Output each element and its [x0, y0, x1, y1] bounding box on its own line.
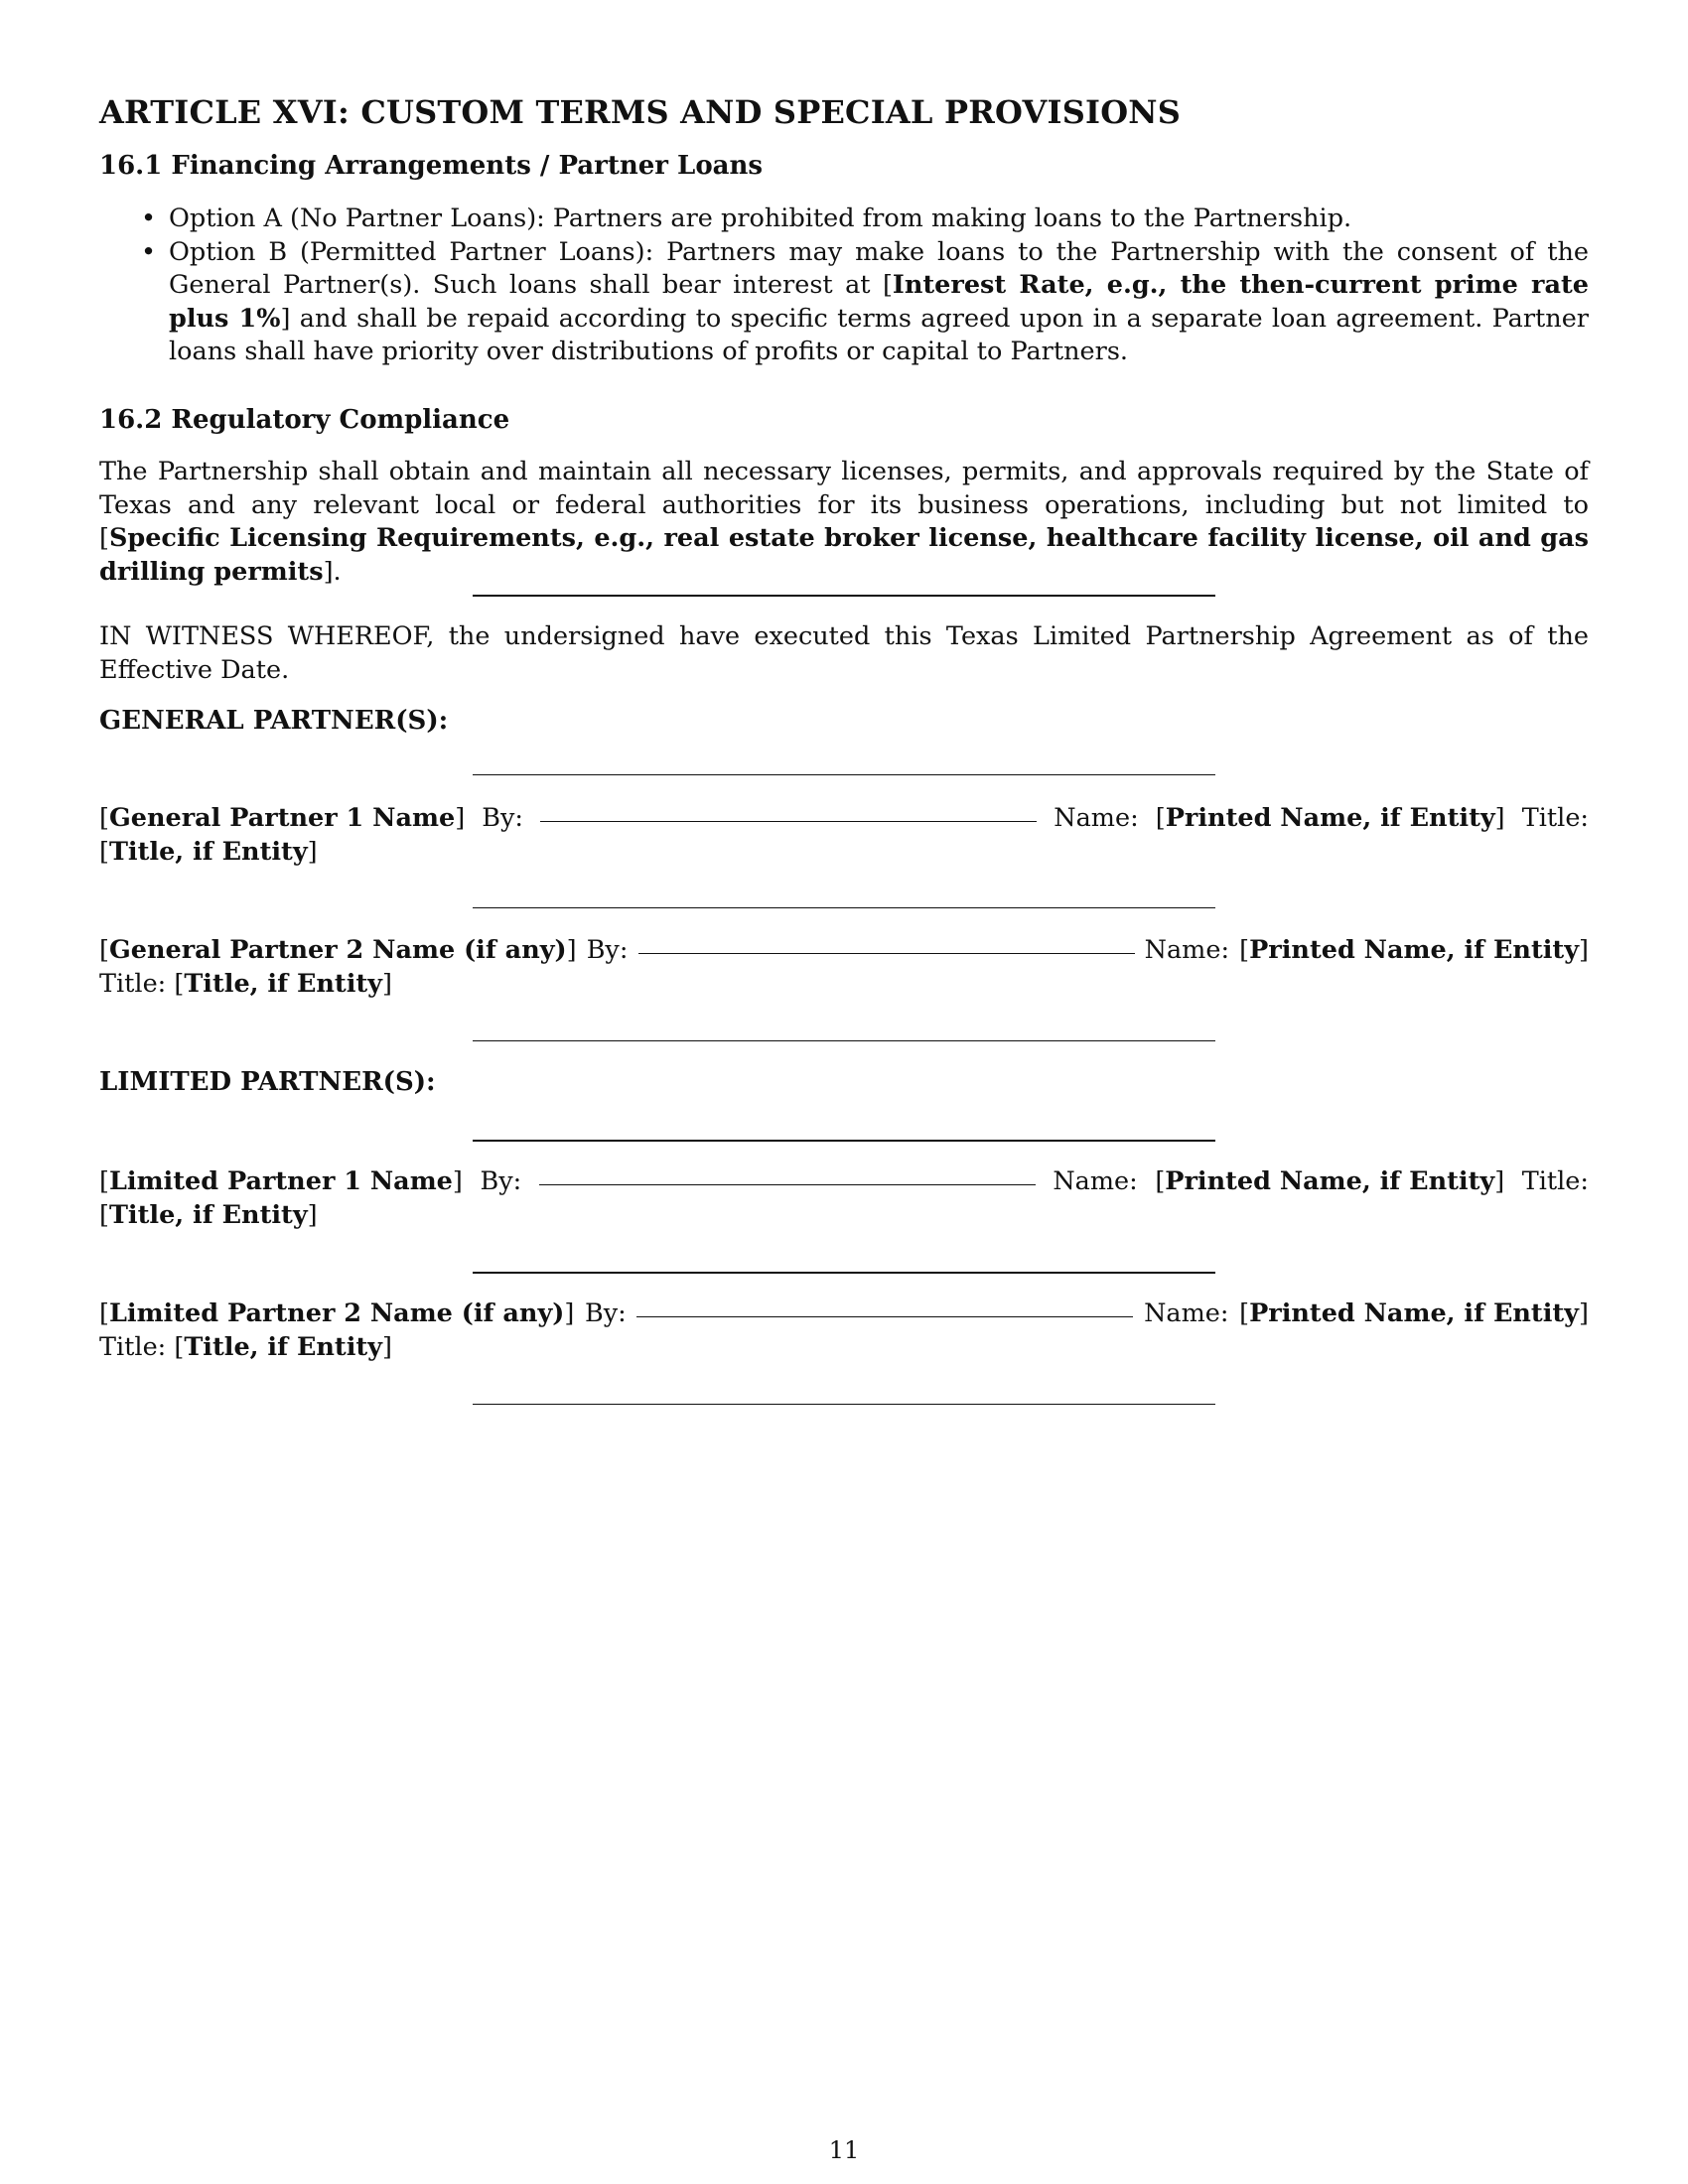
by-label: By:: [480, 1166, 522, 1196]
title-label: Title:: [1521, 1166, 1589, 1196]
name-label: Name:: [1053, 1166, 1138, 1196]
partner-name-placeholder: General Partner 1 Name: [108, 803, 456, 833]
divider-line: [473, 1140, 1215, 1142]
title-label: Title:: [1521, 803, 1589, 833]
option-a-text: Option A (No Partner Loans): Partners are prohibited from making loans to the Partnership.: [169, 204, 1352, 233]
signature-line[interactable]: [540, 821, 1037, 822]
interest-rate-placeholder: Interest Rate, e.g., the then-current prime rate plus 1%: [169, 270, 1590, 334]
list-item-option-a: [99, 203, 1589, 236]
partner-name-placeholder: Limited Partner 2 Name (if any): [108, 1298, 565, 1328]
by-label: By:: [482, 803, 524, 833]
general-partners-heading: GENERAL PARTNER(S):: [99, 706, 449, 736]
section-16-2-heading: 16.2 Regulatory Compliance: [99, 405, 510, 435]
bullet-icon: •: [141, 236, 157, 267]
divider-line: [473, 907, 1215, 908]
by-label: By:: [584, 1298, 627, 1328]
compliance-text-1: The Partnership shall obtain and maintain all necessary licenses, permits, and approvals required by the State of Texas and any relevant local or federal authorities for its business operations, including but not limited to [: [99, 457, 1589, 553]
printed-name-placeholder: Printed Name, if Entity: [1165, 1166, 1495, 1196]
option-b-text-2: ] and shall be repaid according to specific terms agreed upon in a separate loan agreement. Partner loans shall have priority over distributions of profits or capital to Partners.: [169, 303, 1589, 366]
divider-line: [473, 1272, 1215, 1274]
printed-name-placeholder: Printed Name, if Entity: [1249, 1298, 1579, 1328]
signature-block-general-partner-1: [General Partner 1 Name] By: Name: [Printed Name, if Entity] Title: [Title, if Entity]: [99, 803, 1589, 867]
signature-block-limited-partner-2: [Limited Partner 2 Name (if any)] By: Name: [Printed Name, if Entity] Title: [Title, if Entity]: [99, 1298, 1589, 1362]
title-placeholder: Title, if Entity: [184, 968, 382, 999]
partner-name-placeholder: Limited Partner 1 Name: [108, 1166, 453, 1196]
loan-options-list: [99, 203, 1589, 369]
divider-line: [473, 1404, 1215, 1405]
title-label: Title:: [99, 968, 167, 999]
partner-name-placeholder: General Partner 2 Name (if any): [108, 935, 567, 965]
name-label: Name:: [1054, 803, 1139, 833]
signature-line[interactable]: [636, 1316, 1133, 1317]
name-label: Name:: [1144, 1298, 1229, 1328]
article-title: ARTICLE XVI: CUSTOM TERMS AND SPECIAL PROVISIONS: [99, 93, 1182, 131]
bullet-icon: •: [141, 204, 157, 233]
title-placeholder: Title, if Entity: [108, 836, 308, 867]
title-label: Title:: [99, 1331, 167, 1362]
printed-name-placeholder: Printed Name, if Entity: [1249, 935, 1580, 965]
divider-line: [473, 1040, 1215, 1041]
limited-partners-heading: LIMITED PARTNER(S):: [99, 1067, 436, 1097]
title-placeholder: Title, if Entity: [108, 1199, 308, 1230]
section-16-1-heading: 16.1 Financing Arrangements / Partner Loans: [99, 151, 764, 181]
witness-paragraph: IN WITNESS WHEREOF, the undersigned have executed this Texas Limited Partnership Agreement as of the Effective Date.: [99, 621, 1589, 685]
signature-block-general-partner-2: [General Partner 2 Name (if any)] By: Name: [Printed Name, if Entity] Title: [Title, if Entity]: [99, 935, 1589, 999]
licensing-placeholder: Specific Licensing Requirements, e.g., real estate broker license, healthcare facility license, oil and gas drilling permits: [99, 523, 1589, 587]
list-item-option-b: [99, 236, 1589, 369]
divider-line: [473, 774, 1215, 775]
signature-line[interactable]: [638, 953, 1135, 954]
compliance-text-2: ].: [323, 556, 342, 587]
title-placeholder: Title, if Entity: [184, 1331, 382, 1362]
by-label: By:: [586, 935, 629, 965]
name-label: Name:: [1144, 935, 1230, 965]
option-b-text-1: Option B (Permitted Partner Loans): Partners may make loans to the Partnership with the consent of the General Partner(s). Such loans shall bear interest at [: [169, 236, 1589, 300]
regulatory-compliance-paragraph: [99, 456, 1589, 589]
printed-name-placeholder: Printed Name, if Entity: [1165, 803, 1495, 833]
page-number: 11: [828, 2136, 860, 2164]
signature-line[interactable]: [539, 1184, 1036, 1185]
section-divider: [473, 595, 1215, 597]
signature-block-limited-partner-1: [Limited Partner 1 Name] By: Name: [Printed Name, if Entity] Title: [Title, if Entity]: [99, 1166, 1589, 1230]
